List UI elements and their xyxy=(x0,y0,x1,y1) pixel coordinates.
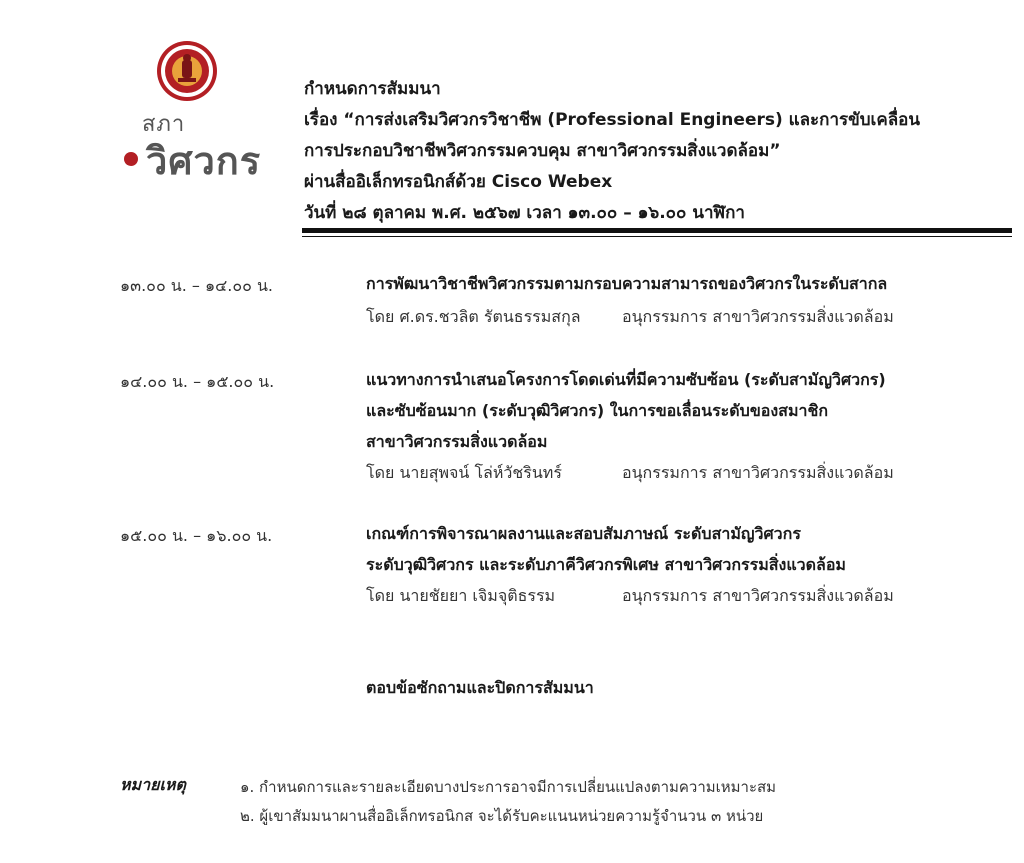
notes-label: หมายเหตุ xyxy=(120,775,186,794)
session-speaker-role: อนุกรรมการ สาขาวิศวกรรมสิ่งแวดล้อม xyxy=(622,307,894,326)
session-speaker: โดย ศ.ดร.ชวลิต รัตนธรรมสกุล xyxy=(366,307,581,326)
header-line-4: ผ่านสื่ออิเล็กทรอนิกส์ด้วย Cisco Webex xyxy=(304,172,613,192)
session-title-line: เกณฑ์การพิจารณาผลงานและสอบสัมภาษณ์ ระดับสามัญวิศวกร xyxy=(366,524,801,543)
session-title-line: และซับซ้อนมาก (ระดับวุฒิวิศวกร) ในการขอเลื่อนระดับของสมาชิก xyxy=(366,401,829,420)
header-line-3: การประกอบวิชาชีพวิศวกรรมควบคุม สาขาวิศวกรรมสิ่งแวดล้อม” xyxy=(304,141,781,161)
header-divider-thick xyxy=(302,228,1012,233)
session-time: ๑๓.๐๐ น. – ๑๔.๐๐ น. xyxy=(120,276,273,295)
logo xyxy=(118,40,278,183)
header-divider-thin xyxy=(302,236,1012,237)
session-speaker: โดย นายสุพจน์ โล่ห์วัชรินทร์ xyxy=(366,463,562,482)
header-line-2: เรื่อง “การส่งเสริมวิศวกรวิชาชีพ (Professional Engineers) และการขับเคลื่อน xyxy=(304,110,920,130)
session-title-line: ระดับวุฒิวิศวกร และระดับภาคีวิศวกรพิเศษ สาขาวิศวกรรมสิ่งแวดล้อม xyxy=(366,555,846,574)
brand-name: วิศวกร xyxy=(146,139,262,183)
session-speaker-role: อนุกรรมการ สาขาวิศวกรรมสิ่งแวดล้อม xyxy=(622,463,894,482)
session-title-line: การพัฒนาวิชาชีพวิศวกรรมตามกรอบความสามารถของวิศวกรในระดับสากล xyxy=(366,274,888,293)
brand-small-text: สภา xyxy=(142,112,186,137)
session-time: ๑๔.๐๐ น. – ๑๕.๐๐ น. xyxy=(120,372,275,391)
session-speaker: โดย นายชัยยา เจิมจุติธรรม xyxy=(366,586,556,605)
header-line-1: กำหนดการสัมมนา xyxy=(304,79,441,99)
closing-item: ตอบข้อซักถามและปิดการสัมมนา xyxy=(366,678,594,697)
session-title-line: สาขาวิศวกรรมสิ่งแวดล้อม xyxy=(366,432,548,451)
brand-dot xyxy=(124,152,138,166)
session-time: ๑๕.๐๐ น. – ๑๖.๐๐ น. xyxy=(120,526,273,545)
note-item: ๑. กำหนดการและรายละเอียดบางประการอาจมีการเปลี่ยนแปลงตามความเหมาะสม xyxy=(240,778,777,796)
engineering-council-seal-icon xyxy=(156,40,218,102)
document-header xyxy=(304,74,994,229)
session-title-line: แนวทางการนำเสนอโครงการโดดเด่นที่มีความซับซ้อน (ระดับสามัญวิศวกร) xyxy=(366,370,886,389)
session-speaker-role: อนุกรรมการ สาขาวิศวกรรมสิ่งแวดล้อม xyxy=(622,586,894,605)
header-line-5: วันที่ ๒๘ ตุลาคม พ.ศ. ๒๕๖๗ เวลา ๑๓.๐๐ – ๑๖.๐๐ นาฬิกา xyxy=(304,203,745,223)
note-item: ๒. ผู้เขาสัมมนาผานสื่ออิเล็กทรอนิกส จะได้รับคะแนนหน่วยความรู้จำนวน ๓ หน่วย xyxy=(240,807,764,825)
